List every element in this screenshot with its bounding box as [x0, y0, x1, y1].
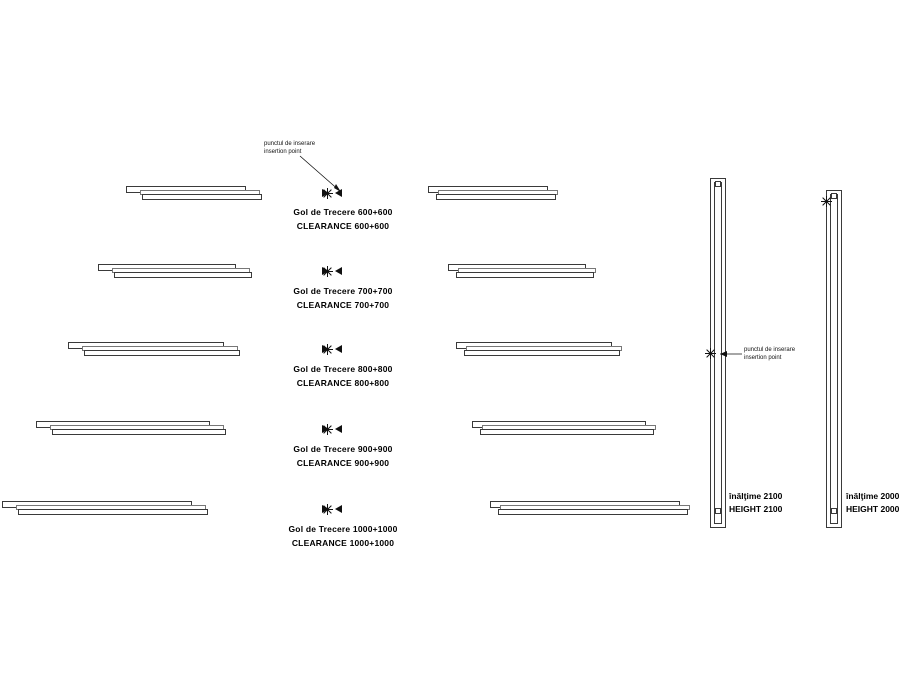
insertion-point-marker-row-800	[322, 345, 342, 353]
insertion-point-icon	[322, 504, 333, 515]
insertion-point-marker-row-600	[322, 189, 342, 197]
clearance-label-700-ro: Gol de Trecere 700+700	[293, 286, 393, 296]
insertion-point-icon-2000	[821, 196, 832, 207]
clearance-label-800	[233, 362, 453, 390]
insertion-point-leader-2100	[716, 352, 746, 362]
insertion-point-marker-row-700	[322, 267, 342, 275]
clearance-label-800-en: CLEARANCE 800+800	[296, 378, 390, 388]
arrow-left-icon	[335, 267, 342, 275]
height-label-2000-en: HEIGHT 2000	[846, 504, 900, 514]
clearance-label-900	[233, 442, 453, 470]
insertion-point-marker-row-900	[322, 425, 342, 433]
height-label-2000	[846, 490, 899, 516]
height-label-2000-ro: înălţime 2000	[846, 491, 900, 501]
insertion-point-callout-top-ro: punctul de inserare	[264, 141, 316, 147]
clearance-label-700	[233, 284, 453, 312]
insertion-point-callout-2100-en: insertion point	[744, 355, 782, 361]
insertion-point-icon	[322, 188, 333, 199]
insertion-point-icon-2100	[705, 348, 716, 359]
arrow-left-icon	[335, 425, 342, 433]
arrow-left-icon	[335, 505, 342, 513]
insertion-point-icon	[322, 424, 333, 435]
clearance-label-1000	[233, 522, 453, 550]
clearance-label-700-en: CLEARANCE 700+700	[296, 300, 390, 310]
clearance-label-900-ro: Gol de Trecere 900+900	[293, 444, 393, 454]
insertion-point-callout-2100-ro: punctul de inserare	[744, 347, 796, 353]
insertion-point-callout-top	[264, 140, 315, 156]
arrow-left-icon	[335, 345, 342, 353]
clearance-label-1000-en: CLEARANCE 1000+1000	[291, 538, 395, 548]
clearance-label-900-en: CLEARANCE 900+900	[296, 458, 390, 468]
clearance-label-800-ro: Gol de Trecere 800+800	[293, 364, 393, 374]
insertion-point-marker-row-1000	[322, 505, 342, 513]
height-label-2100	[729, 490, 782, 516]
insertion-point-callout-2100	[744, 346, 795, 362]
insertion-point-icon	[322, 344, 333, 355]
insertion-point-callout-top-en: insertion point	[264, 149, 302, 155]
clearance-label-600	[233, 205, 453, 233]
clearance-label-600-ro: Gol de Trecere 600+600	[293, 207, 393, 217]
clearance-label-1000-ro: Gol de Trecere 1000+1000	[288, 524, 398, 534]
height-label-2100-en: HEIGHT 2100	[729, 504, 783, 514]
height-label-2100-ro: înălţime 2100	[729, 491, 783, 501]
insertion-point-icon	[322, 266, 333, 277]
arrow-left-icon	[335, 189, 342, 197]
clearance-label-600-en: CLEARANCE 600+600	[296, 221, 390, 231]
